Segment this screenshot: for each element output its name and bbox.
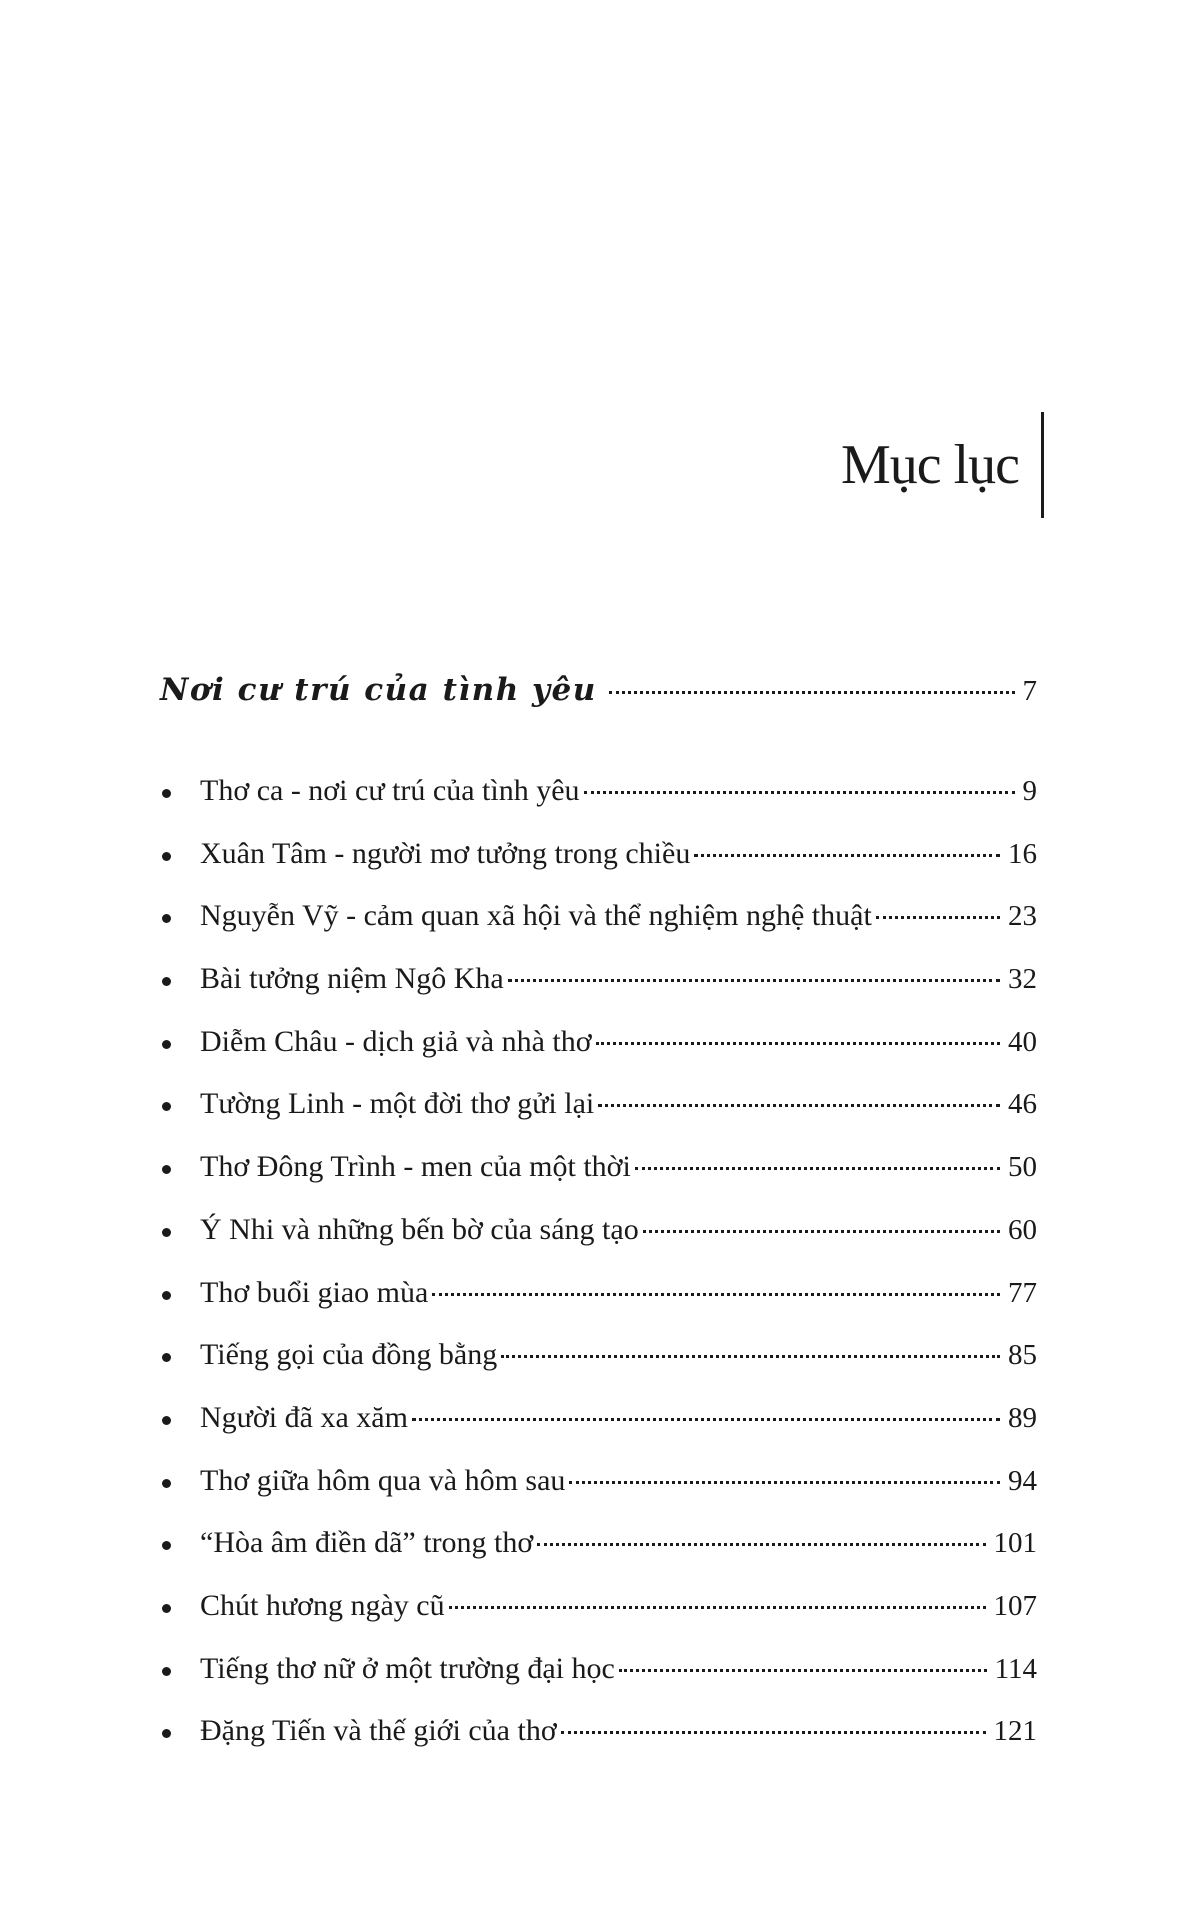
section-title: Nơi cư trú của tình yêu	[160, 672, 597, 708]
entry-title: Xuân Tâm - người mơ tưởng trong chiều	[200, 836, 691, 870]
entry-page-number: 114	[994, 1652, 1037, 1685]
dot-leader	[584, 791, 1015, 794]
entry-page-number: 60	[1008, 1213, 1037, 1246]
entry-page-number: 9	[1022, 775, 1037, 807]
toc-entry[interactable]	[160, 1213, 1037, 1276]
toc-entry[interactable]	[160, 1087, 1037, 1150]
entry-title: Ý Nhi và những bến bờ của sáng tạo	[200, 1212, 639, 1246]
toc-entry[interactable]	[160, 1652, 1037, 1715]
table-of-contents	[160, 672, 1037, 1777]
entry-title: Thơ Đông Trình - men của một thời	[200, 1150, 631, 1184]
entry-page-number: 101	[993, 1527, 1037, 1560]
toc-entry[interactable]	[160, 1589, 1037, 1652]
dot-leader	[876, 916, 1000, 919]
entry-title: Thơ ca - nơi cư trú của tình yêu	[200, 774, 580, 807]
toc-entry[interactable]	[160, 837, 1037, 900]
dot-leader	[537, 1543, 985, 1546]
entry-title: Chút hương ngày cũ	[200, 1588, 445, 1622]
dot-leader	[609, 691, 1015, 694]
entry-page-number: 89	[1008, 1401, 1037, 1434]
dot-leader	[643, 1230, 1000, 1233]
entry-title: Diễm Châu - dịch giả và nhà thơ	[200, 1024, 592, 1058]
dot-leader	[598, 1104, 1000, 1107]
dot-leader	[635, 1167, 1000, 1170]
entry-page-number: 121	[993, 1715, 1037, 1748]
toc-entry[interactable]	[160, 1526, 1037, 1589]
dot-leader	[449, 1606, 986, 1609]
entry-page-number: 77	[1008, 1276, 1037, 1309]
entry-title: Đặng Tiến và thế giới của thơ	[200, 1714, 557, 1748]
entry-title: Bài tưởng niệm Ngô Kha	[200, 962, 504, 996]
entry-page-number: 107	[993, 1589, 1037, 1622]
page-title: Mục lục	[840, 434, 1019, 496]
entry-title: Tiếng gọi của đồng bằng	[200, 1338, 498, 1372]
title-vertical-rule	[1041, 412, 1044, 518]
entry-page-number: 46	[1008, 1088, 1037, 1121]
dot-leader	[501, 1355, 1000, 1358]
dot-leader	[694, 854, 1000, 857]
entry-title: Người đã xa xăm	[200, 1400, 408, 1434]
toc-entry[interactable]	[160, 1714, 1037, 1777]
toc-entry[interactable]	[160, 1464, 1037, 1527]
entry-title: Thơ buổi giao mùa	[200, 1275, 429, 1309]
dot-leader	[596, 1042, 1000, 1045]
entry-page-number: 16	[1008, 837, 1037, 870]
toc-entry[interactable]	[160, 962, 1037, 1025]
dot-leader	[619, 1669, 987, 1672]
entry-title: Tiếng thơ nữ ở một trường đại học	[200, 1651, 615, 1685]
toc-entry[interactable]	[160, 1150, 1037, 1213]
title-block	[841, 412, 1044, 518]
entry-page-number: 94	[1008, 1464, 1037, 1497]
entry-page-number: 50	[1008, 1151, 1037, 1184]
entry-title: “Hòa âm điền dã” trong thơ	[200, 1526, 534, 1560]
entry-page-number: 85	[1008, 1339, 1037, 1372]
dot-leader	[508, 979, 1000, 982]
toc-entry-list	[160, 774, 1037, 1777]
entry-page-number: 32	[1008, 963, 1037, 996]
dot-leader	[412, 1418, 1000, 1421]
toc-entry[interactable]	[160, 1338, 1037, 1401]
toc-entry[interactable]	[160, 1025, 1037, 1088]
toc-section-row[interactable]	[160, 672, 1037, 728]
entry-title: Thơ giữa hôm qua và hôm sau	[200, 1463, 566, 1497]
entry-title: Tường Linh - một đời thơ gửi lại	[200, 1087, 595, 1121]
toc-entry[interactable]	[160, 774, 1037, 837]
entry-page-number: 23	[1008, 900, 1037, 933]
dot-leader	[569, 1481, 1000, 1484]
dot-leader	[432, 1293, 1000, 1296]
toc-entry[interactable]	[160, 899, 1037, 962]
entry-page-number: 40	[1008, 1025, 1037, 1058]
toc-entry[interactable]	[160, 1401, 1037, 1464]
dot-leader	[561, 1731, 986, 1734]
toc-entry[interactable]	[160, 1276, 1037, 1339]
entry-title: Nguyễn Vỹ - cảm quan xã hội và thể nghiệm nghệ thuật	[200, 899, 872, 933]
section-page-number: 7	[1022, 675, 1037, 707]
